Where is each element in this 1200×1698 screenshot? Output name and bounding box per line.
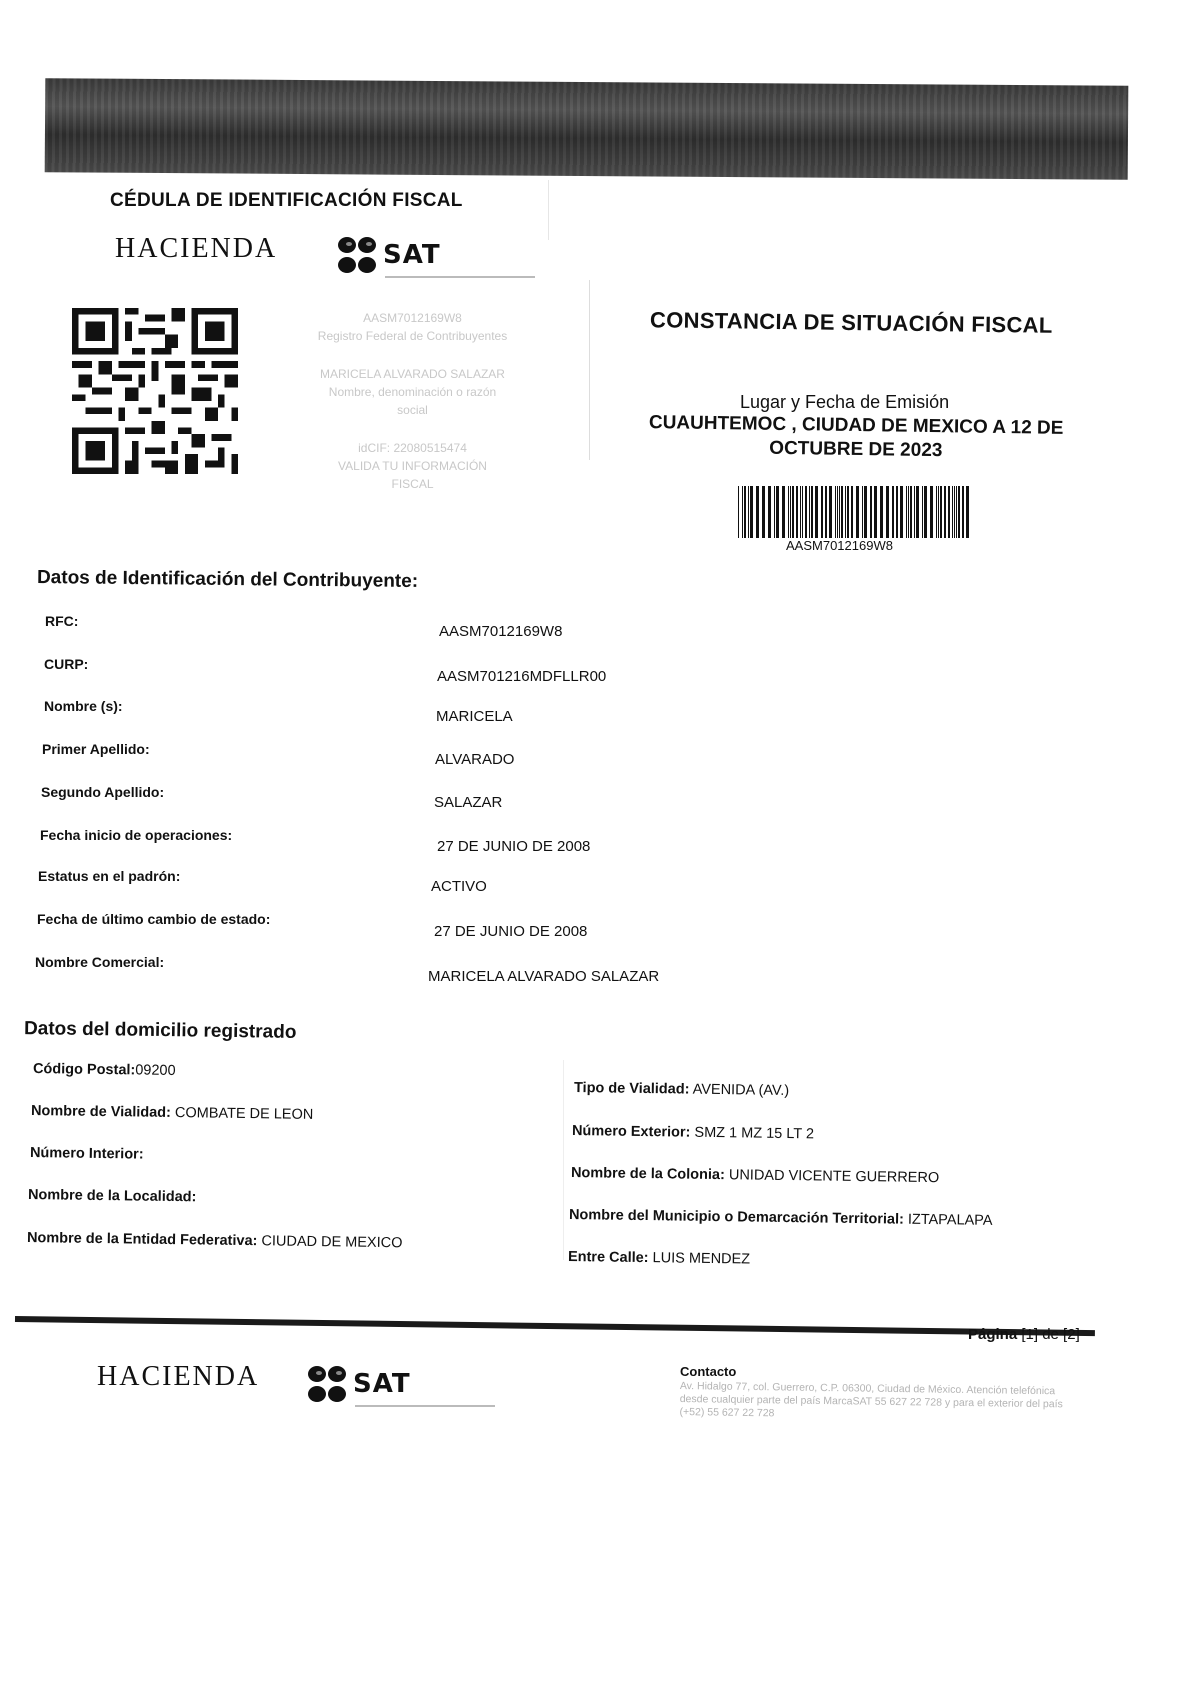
curp-value: AASM701216MDFLLR00 [437,668,607,685]
faded-name-caption: Nombre, denominación o razón [328,385,497,399]
entre-calle-value: LUIS MENDEZ [652,1250,751,1268]
tipo-vialidad-label: Tipo de Vialidad: [573,1080,690,1098]
entidad-federativa-value: CIUDAD DE MEXICO [261,1233,403,1252]
municipio-value: IZTAPALAPA [907,1211,993,1229]
municipio-label: Nombre del Municipio o Demarcación Territorial: [568,1207,904,1228]
nombre-label: Nombre (s): [44,698,123,714]
sat-wordmark: SAT [383,240,441,270]
nombre-colonia-value: UNIDAD VICENTE GUERRERO [728,1167,940,1187]
entre-calle-label: Entre Calle: [567,1249,649,1267]
nombre-comercial-label: Nombre Comercial: [35,954,165,970]
primer-apellido-value: ALVARADO [435,751,515,768]
fecha-inicio-value: 27 DE JUNIO DE 2008 [437,838,591,855]
identificacion-section-title: Datos de Identificación del Contribuyente: [36,567,419,592]
nombre-localidad-label: Nombre de la Localidad: [27,1187,197,1206]
scanned-header-band [45,78,1129,180]
segundo-apellido-value: SALAZAR [434,794,503,811]
numero-exterior [572,1123,814,1142]
faded-fiscal: FISCAL [391,477,434,491]
nombre-localidad [28,1187,197,1205]
primer-apellido-label: Primer Apellido: [42,741,150,757]
nombre-vialidad [31,1103,313,1123]
faded-rfc: AASM7012169W8 [363,311,462,325]
nombre-colonia [571,1165,939,1186]
nombre-vialidad-label: Nombre de Vialidad: [30,1103,172,1121]
sat-wordmark-footer: SAT [353,1369,411,1399]
entidad-federativa [27,1230,403,1251]
sat-logo [337,236,441,274]
domicilio-section-title: Datos del domicilio registrado [23,1018,297,1043]
contacto-label: Contacto [680,1364,737,1379]
tipo-vialidad [574,1080,789,1099]
curp-label: CURP: [44,656,89,672]
numero-interior-label: Número Interior: [29,1145,144,1163]
faded-idcif: idCIF: 22080515474 [358,441,467,455]
entidad-federativa-label: Nombre de la Entidad Federativa: [26,1230,258,1250]
codigo-postal-value: 09200 [135,1062,176,1079]
lugar-fecha-value: CUAUHTEMOC , CIUDAD DE MEXICO A 12 DE OCTUBRE DE 2023 [648,412,1064,462]
municipio [569,1207,993,1229]
nombre-vialidad-value: COMBATE DE LEON [174,1105,314,1123]
rfc-value: AASM7012169W8 [439,623,563,640]
nombre-colonia-label: Nombre de la Colonia: [570,1165,725,1184]
sat-dots-icon [307,1365,349,1403]
codigo-postal [33,1061,176,1079]
sat-logo-footer [307,1365,411,1403]
fecha-inicio-label: Fecha inicio de operaciones: [40,827,233,843]
nombre-comercial-value: MARICELA ALVARADO SALAZAR [428,968,660,985]
barcode-text: AASM7012169W8 [786,538,893,553]
constancia-title: CONSTANCIA DE SITUACIÓN FISCAL [649,307,1053,338]
entre-calle [568,1249,750,1268]
rfc-label: RFC: [45,613,79,629]
estatus-label: Estatus en el padrón: [38,868,181,884]
column-divider [589,280,590,460]
fecha-cambio-value: 27 DE JUNIO DE 2008 [434,923,588,940]
contacto-text: Av. Hidalgo 77, col. Guerrero, C.P. 06300, Ciudad de México. Atención telefónica desde cualquier parte del país MarcaSAT 55 627 22 728 y para el exterior del país (+52) 55 627 22 728 [679,1380,1063,1420]
page-indicator [968,1326,1080,1343]
faded-rfc-caption: Registro Federal de Contribuyentes [317,329,508,343]
barcode [738,486,972,538]
numero-interior [30,1145,144,1163]
numero-exterior-label: Número Exterior: [571,1123,691,1141]
faded-name-caption-2: social [397,403,428,417]
qr-code [72,308,238,474]
pagina-label: Página [968,1326,1018,1343]
estatus-value: ACTIVO [431,878,487,895]
faded-valida: VALIDA TU INFORMACIÓN [338,459,487,473]
column-divider-top [548,180,549,240]
segundo-apellido-label: Segundo Apellido: [41,784,165,800]
domicilio-divider [563,1060,564,1260]
tipo-vialidad-value: AVENIDA (AV.) [692,1081,790,1100]
hacienda-logo-footer: HACIENDA [97,1361,260,1392]
lugar-fecha-label: Lugar y Fecha de Emisión [740,392,950,412]
faded-name: MARICELA ALVARADO SALAZAR [320,367,505,381]
sat-tagline-line-footer [355,1405,495,1407]
footer-rule [15,1316,1095,1336]
hacienda-logo: HACIENDA [115,233,278,264]
fecha-cambio-label: Fecha de último cambio de estado: [37,911,271,927]
numero-exterior-value: SMZ 1 MZ 15 LT 2 [694,1124,815,1143]
nombre-value: MARICELA [436,708,513,725]
codigo-postal-label: Código Postal: [32,1061,136,1079]
sat-tagline-line [385,276,535,278]
faded-rfc-block [275,310,550,494]
cedula-title: CÉDULA DE IDENTIFICACIÓN FISCAL [110,190,463,211]
pagina-value: [1] de [2] [1021,1326,1080,1343]
sat-dots-icon [337,236,379,274]
